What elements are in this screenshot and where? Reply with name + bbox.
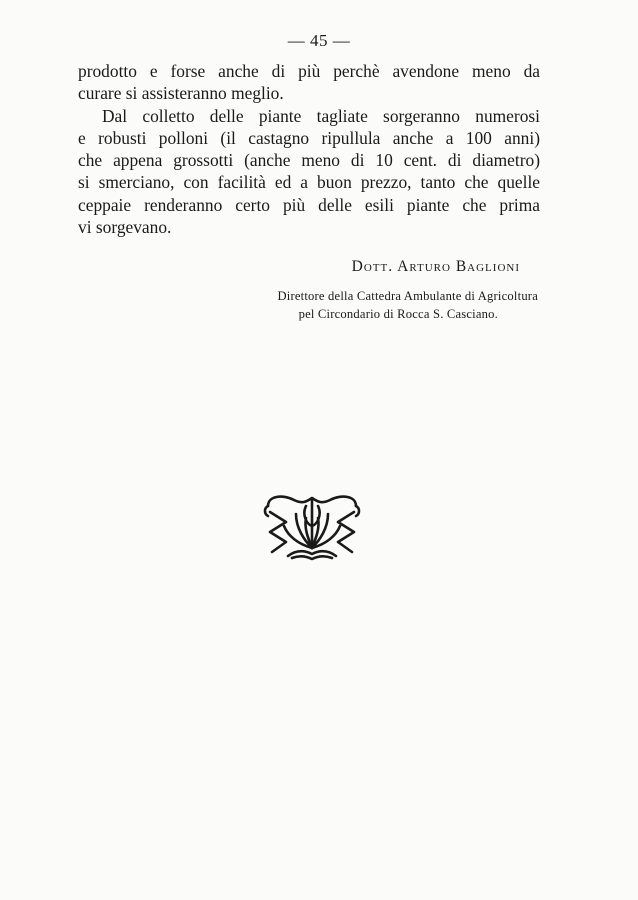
text-line: vi sorgevano.	[78, 217, 172, 238]
text-line: ceppaie renderanno certo più delle esili piante che prima	[78, 194, 540, 215]
art-nouveau-floral-ornament-icon	[262, 490, 362, 562]
text-line: si smerciano, con facilità ed a buon prezzo, tanto che quelle	[78, 172, 540, 193]
text-line: che appena grossotti (anche meno di 10 cent. di diametro)	[78, 150, 540, 171]
page-number: — 45 —	[287, 31, 351, 50]
text-line: curare si assisteranno meglio.	[78, 83, 284, 104]
text-line: e robusti polloni (il castagno ripullula anche a 100 anni)	[78, 127, 540, 148]
author-affiliation-line-2: pel Circondario di Rocca S. Casciano.	[298, 307, 498, 321]
author-affiliation-line-1: Direttore della Cattedra Ambulante di Agricoltura	[277, 289, 538, 303]
body-text	[78, 60, 540, 238]
author-signature: Dott. Arturo Baglioni	[351, 258, 520, 275]
text-line: prodotto e forse anche di più perchè avendone meno da	[78, 61, 540, 81]
text-line: Dal colletto delle piante tagliate sorgeranno numerosi	[102, 105, 540, 126]
